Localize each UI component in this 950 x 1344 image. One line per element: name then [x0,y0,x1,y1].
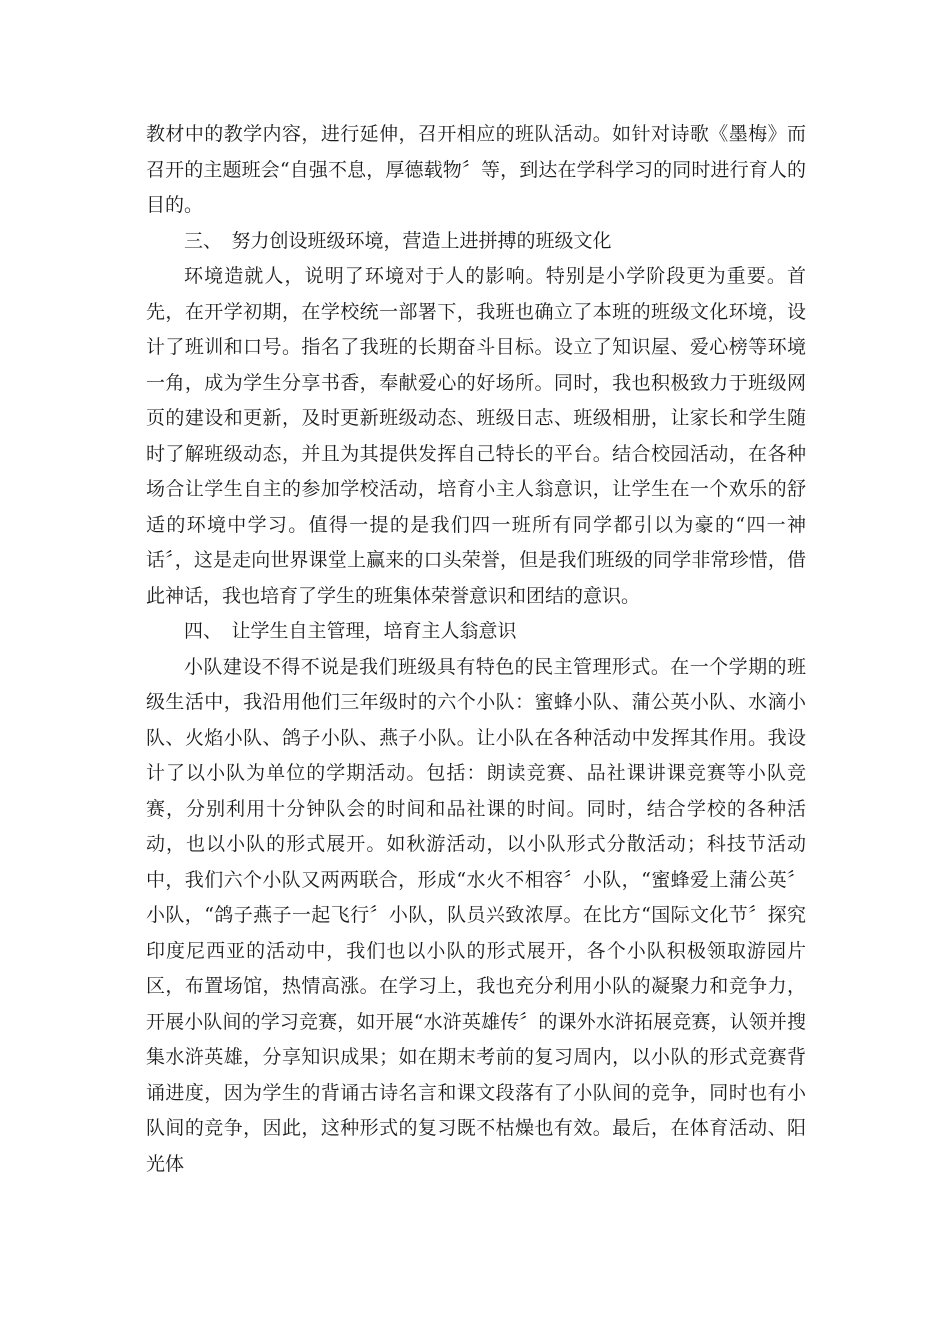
paragraph-continuation: 教材中的教学内容，进行延伸，召开相应的班队活动。如针对诗歌《墨梅》而召开的主题班会“自强不息，厚德载物〞等，到达在学科学习的同时进行育人的目的。 [146,123,806,216]
paragraph-class-environment: 环境造就人，说明了环境对于人的影响。特别是小学阶段更为重要。首先，在开学初期，在学校统一部署下，我班也确立了本班的班级文化环境，设计了班训和口号。指名了我班的长期奋斗目标。设立了知识屋、爱心榜等环境一角，成为学生分享书香，奉献爱心的好场所。同时，我也积极致力于班级网页的建设和更新，及时更新班级动态、班级日志、班级相册，让家长和学生随时了解班级动态，并且为其提供发挥自己特长的平台。结合校园活动，在各种场合让学生自主的参加学校活动，培育小主人翁意识，让学生在一个欢乐的舒适的环境中学习。值得一提的是我们四一班所有同学都引以为豪的“四一神话〞，这是走向世界课堂上赢来的口头荣誉，但是我们班级的同学非常珍惜，借此神话，我也培育了学生的班集体荣誉意识和团结的意识。 [146,265,806,607]
paragraph-team-management: 小队建设不得不说是我们班级具有特色的民主管理形式。在一个学期的班级生活中，我沿用他们三年级时的六个小队：蜜蜂小队、蒲公英小队、水滴小队、火焰小队、鸽子小队、燕子小队。让小队在各种活动中发挥其作用。我设计了以小队为单位的学期活动。包括：朗读竞赛、品社课讲课竞赛等小队竞赛，分别利用十分钟队会的时间和品社课的时间。同时，结合学校的各种活动，也以小队的形式展开。如秋游活动，以小队形式分散活动；科技节活动中，我们六个小队又两两联合，形成“水火不相容〞小队，“蜜蜂爱上蒲公英〞小队，“鸽子燕子一起飞行〞小队，队员兴致浓厚。在比方“国际文化节〞探究印度尼西亚的活动中，我们也以小队的形式展开，各个小队积极领取游园片区，布置场馆，热情高涨。在学习上，我也充分利用小队的凝聚力和竞争力，开展小队间的学习竞赛，如开展“水浒英雄传〞的课外水浒拓展竞赛，认领并搜集水浒英雄，分享知识成果；如在期末考前的复习周内，以小队的形式竞赛背诵进度，因为学生的背诵古诗名言和课文段落有了小队间的竞争，同时也有小队间的竞争，因此，这种形式的复习既不枯燥也有效。最后，在体育活动、阳光体 [146,655,806,1175]
section-heading-3: 三、 努力创设班级环境，营造上进拼搏的班级文化 [184,229,612,252]
section-heading-4: 四、 让学生自主管理，培育主人翁意识 [184,620,517,642]
document-body [146,117,806,1182]
